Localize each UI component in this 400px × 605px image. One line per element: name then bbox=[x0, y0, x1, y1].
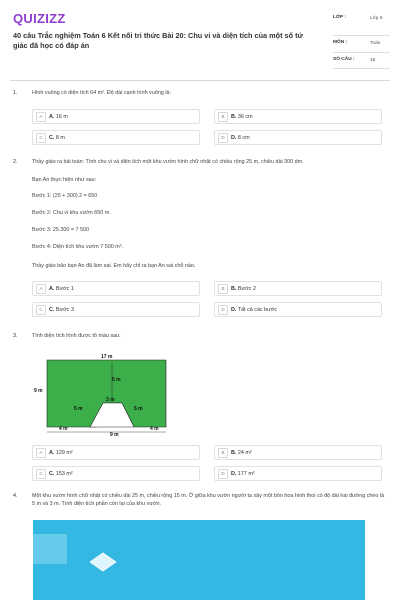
option-text: A. 129 m² bbox=[49, 449, 73, 456]
answer-option[interactable] bbox=[214, 302, 382, 317]
figure-label: 3 m bbox=[106, 397, 115, 403]
step-line: Bước 2: Chu vi khu vườn 650 m. bbox=[32, 210, 111, 216]
option-letter: A bbox=[36, 284, 46, 294]
answer-option[interactable] bbox=[214, 109, 382, 124]
option-letter: C bbox=[36, 133, 46, 143]
garden-figure bbox=[33, 520, 365, 600]
answer-option[interactable] bbox=[214, 445, 382, 460]
option-letter: A bbox=[36, 448, 46, 458]
meta-grade-value: Lớp 6 bbox=[370, 16, 383, 21]
option-text: C. Bước 3 bbox=[49, 306, 74, 313]
option-text: D. 177 m² bbox=[231, 470, 255, 477]
step-line: Bạn An thực hiện như sau: bbox=[32, 177, 97, 183]
option-letter: C bbox=[36, 469, 46, 479]
figure-label: 5 m bbox=[134, 406, 143, 412]
answer-option[interactable] bbox=[32, 466, 200, 481]
question-text: Hình vuông có diện tích 64 m². Độ dài cạnh hình vuông là: bbox=[32, 90, 172, 96]
figure-label: 4 m bbox=[59, 426, 68, 432]
option-letter: D bbox=[218, 305, 228, 315]
question-number: 4. bbox=[13, 493, 18, 499]
answer-option[interactable] bbox=[32, 130, 200, 145]
meta-subject bbox=[333, 36, 390, 53]
figure-label: 17 m bbox=[101, 354, 113, 360]
quizizz-logo: QUIZIZZ bbox=[13, 11, 66, 26]
meta-count-key: SỐ CÂU : bbox=[333, 57, 355, 62]
meta-grade bbox=[333, 11, 390, 36]
figure-label: 9 m bbox=[34, 388, 43, 394]
figure-label: 5 m bbox=[74, 406, 83, 412]
option-text: A. 16 m bbox=[49, 113, 68, 120]
garden-svg bbox=[33, 520, 365, 600]
option-letter: D bbox=[218, 469, 228, 479]
meta-count bbox=[333, 53, 390, 69]
divider bbox=[10, 80, 390, 81]
page-title: 40 câu Trắc nghiệm Toán 6 Kết nối tri thức Bài 20: Chu vi và diện tích của một số tứ giác đã học có đáp án bbox=[13, 31, 303, 50]
meta-count-value: 18 bbox=[370, 58, 376, 63]
question-text: Thầy giáo ra bài toán: Tính chu vi và diện tích một khu vườn hình chữ nhật có chiều rộng 25 m, chiều dài 300 dm. bbox=[32, 159, 304, 165]
option-text: D. Tất cả các bước bbox=[231, 306, 278, 313]
option-text: C. 153 m² bbox=[49, 470, 73, 477]
question-text: Một khu vườn hình chữ nhật có chiều dài 25 m, chiều rộng 15 m. Ở giữa khu vườn người ta xây một bồn hoa hình thoi có độ dài hai đường chéo là 5 m và 3 m. Tính diện tích phần còn lại của khu vườn. bbox=[32, 493, 385, 507]
question-number: 2. bbox=[13, 159, 18, 165]
step-line: Bước 4: Diện tích khu vườn 7 500 m². bbox=[32, 244, 123, 250]
option-text: D. 8 cm bbox=[231, 134, 250, 141]
answer-option[interactable] bbox=[32, 302, 200, 317]
question-number: 1. bbox=[13, 90, 18, 96]
step-line: Bước 1: (25 + 300).2 = 650 bbox=[32, 193, 98, 199]
figure-label: 4 m bbox=[150, 426, 159, 432]
option-text: B. Bước 2 bbox=[231, 285, 256, 292]
meta-box bbox=[333, 11, 390, 69]
figure-label: 5 m bbox=[112, 377, 121, 383]
option-letter: A bbox=[36, 112, 46, 122]
answer-option[interactable] bbox=[214, 130, 382, 145]
option-letter: B bbox=[218, 112, 228, 122]
logo-watermark bbox=[33, 534, 67, 564]
option-text: A. Bước 1 bbox=[49, 285, 74, 292]
meta-grade-key: LỚP : bbox=[333, 15, 347, 20]
option-text: B. 36 cm bbox=[231, 113, 253, 120]
answer-option[interactable] bbox=[32, 281, 200, 296]
step-line: Bước 3: 25.300 = 7 500 bbox=[32, 227, 90, 233]
option-letter: B bbox=[218, 284, 228, 294]
figure-label: 9 m bbox=[110, 432, 119, 436]
shaded-figure bbox=[30, 350, 170, 436]
option-letter: D bbox=[218, 133, 228, 143]
answer-option[interactable] bbox=[214, 466, 382, 481]
option-letter: B bbox=[218, 448, 228, 458]
answer-option[interactable] bbox=[32, 445, 200, 460]
step-line: Thầy giáo bảo bạn An đã làm sai. Em hãy chỉ ra bạn An sai chỗ nào. bbox=[32, 263, 196, 269]
question-text: Tính diện tích hình được tô màu sau: bbox=[32, 333, 121, 339]
answer-option[interactable] bbox=[32, 109, 200, 124]
meta-subject-key: MÔN : bbox=[333, 40, 348, 45]
option-letter: C bbox=[36, 305, 46, 315]
option-text: B. 24 m² bbox=[231, 449, 252, 456]
question-number: 3. bbox=[13, 333, 18, 339]
meta-subject-value: Toán bbox=[370, 41, 381, 46]
answer-option[interactable] bbox=[214, 281, 382, 296]
option-text: C. 8 m bbox=[49, 134, 65, 141]
